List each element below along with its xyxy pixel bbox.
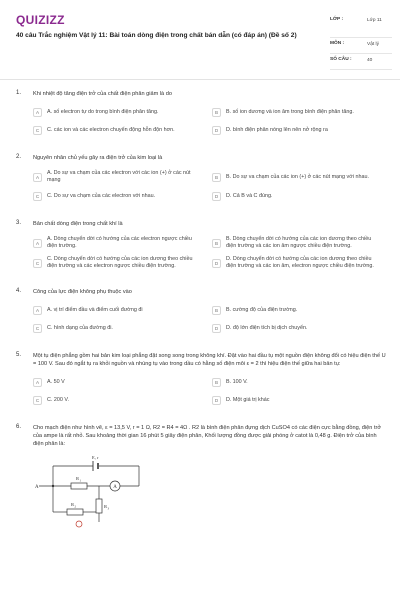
- question-number: 3.: [16, 220, 22, 226]
- question-text: Khi nhiệt độ tăng điện trở của chất điện phân giảm là do: [33, 91, 172, 97]
- class-value: Lớp 11: [367, 18, 382, 23]
- option-letter-box: A: [33, 306, 42, 315]
- option-d[interactable]: [212, 124, 391, 136]
- option-text: B. cường độ của điện trường.: [226, 306, 298, 313]
- option-a[interactable]: [33, 170, 212, 184]
- worksheet-title: 40 câu Trắc nghiệm Vật lý 11: Bài toán dòng điện trong chất bán dẫn (có đáp án) (Đề số 2): [16, 32, 297, 39]
- option-letter-box: C: [33, 192, 42, 201]
- option-text: C. 200 V.: [47, 396, 69, 403]
- option-a[interactable]: [33, 304, 212, 316]
- question-text: Công của lực điện không phụ thuộc vào: [33, 289, 132, 295]
- option-d[interactable]: [212, 322, 391, 334]
- r2-subscript: 2: [74, 504, 76, 509]
- option-d[interactable]: [212, 190, 391, 202]
- option-d[interactable]: [212, 394, 391, 406]
- question-number: 5.: [16, 352, 22, 358]
- option-list: [33, 304, 391, 340]
- question-text: Cho mạch điện như hình vẽ, ε = 13,5 V, r = 1 Ω, R2 = R4 = 4Ω . R2 là bình điện phân đựng dịch CuSO4 có các điện cực bằng đồng, điện trở của ampe là rất nhỏ. Sau khoảng thời gian 16 phút 5 giây điện phân, Khối lượng đồng được giải phóng ở catot là 0,48 g. Điện trở của bình điện phân là:: [33, 425, 382, 447]
- option-text: D. độ lớn điện tích bị dịch chuyển.: [226, 324, 308, 331]
- option-letter-box: D: [212, 126, 221, 135]
- option-letter-box: C: [33, 324, 42, 333]
- option-text: B. Dòng chuyển dời có hướng của các ion dương theo chiều điện trường và các ion âm ngược chiều điện trường.: [226, 236, 372, 249]
- question-4: [0, 288, 400, 340]
- question-2: [0, 154, 400, 208]
- r3-label: R: [104, 504, 108, 509]
- option-letter-box: A: [33, 173, 42, 182]
- question-text: Bản chất dòng điện trong chất khí là: [33, 221, 123, 227]
- class-label: LỚP :: [330, 17, 344, 22]
- option-text: B. 100 V.: [226, 378, 248, 385]
- resistor-r3: [96, 499, 102, 513]
- resistor-r1: [71, 483, 87, 489]
- electrolysis-cell: [76, 521, 82, 527]
- option-c[interactable]: [33, 124, 212, 136]
- option-c[interactable]: [33, 322, 212, 334]
- question-5: [0, 352, 400, 412]
- option-text: B. Do sự va chạm của các ion (+) ở các nút mạng với nhau.: [226, 173, 369, 180]
- option-b[interactable]: [212, 376, 391, 388]
- option-text: D. Một giá trị khác: [226, 396, 270, 403]
- option-b[interactable]: [212, 236, 391, 250]
- option-letter-box: B: [212, 173, 221, 182]
- option-c[interactable]: [33, 394, 212, 406]
- option-letter-box: B: [212, 239, 221, 248]
- question-number: 2.: [16, 154, 22, 160]
- question-text: Nguyên nhân chủ yếu gây ra điện trở của kim loại là: [33, 155, 163, 161]
- option-letter-box: D: [212, 192, 221, 201]
- option-a[interactable]: [33, 376, 212, 388]
- option-d[interactable]: [212, 256, 391, 270]
- option-text: C. Dòng chuyển dời có hướng của các ion dương theo chiều điện trường và các electron ngược chiều điện trường.: [47, 256, 193, 269]
- option-c[interactable]: [33, 256, 212, 270]
- r1-subscript: 1: [79, 478, 81, 483]
- option-letter-box: B: [212, 108, 221, 117]
- option-a[interactable]: [33, 236, 212, 250]
- question-1: [0, 90, 400, 142]
- option-letter-box: D: [212, 324, 221, 333]
- option-text: A. số electron tự do trong bình điện phân tăng.: [47, 108, 159, 115]
- count-value: 40: [367, 58, 373, 63]
- quizizz-logo: QUIZIZZ: [16, 13, 65, 27]
- worksheet-header: [0, 0, 400, 80]
- option-list: [33, 170, 391, 208]
- option-list: [33, 236, 391, 276]
- option-text: A. 50 V: [47, 378, 65, 385]
- node-a-label: A: [35, 485, 39, 490]
- subject-label: MÔN :: [330, 41, 345, 46]
- subject-value: Vật lý: [367, 42, 379, 47]
- circuit-diagram: [33, 454, 163, 529]
- option-text: D. bình điện phân nóng lên nên nở rộng ra: [226, 126, 328, 133]
- option-letter-box: C: [33, 259, 42, 268]
- option-text: A. vị trí điểm đầu và điểm cuối đường đi: [47, 306, 143, 313]
- question-3: [0, 220, 400, 276]
- option-c[interactable]: [33, 190, 212, 202]
- option-text: A. Dòng chuyển dời có hướng của các electron ngược chiều điện trường.: [47, 236, 192, 249]
- option-letter-box: A: [33, 239, 42, 248]
- option-letter-box: D: [212, 259, 221, 268]
- option-letter-box: C: [33, 396, 42, 405]
- option-list: [33, 106, 391, 142]
- r2-label: R: [71, 502, 75, 507]
- option-letter-box: D: [212, 396, 221, 405]
- ammeter-label: A: [113, 485, 117, 490]
- option-letter-box: B: [212, 378, 221, 387]
- option-text: C. các ion và các electron chuyển động hỗn độn hơn.: [47, 126, 175, 133]
- option-text: D. Dòng chuyển dời có hướng của các ion dương theo chiều điện trường và các ion âm, electron ngược chiều điện trường.: [226, 256, 374, 269]
- count-label: SỐ CÂU :: [330, 57, 352, 62]
- meta-subject-row: [330, 38, 392, 54]
- option-text: D. Cả B và C đúng.: [226, 192, 273, 199]
- r3-subscript: 3: [107, 506, 109, 511]
- option-text: C. hình dạng của đường đi.: [47, 324, 113, 331]
- option-a[interactable]: [33, 106, 212, 118]
- meta-count-row: [330, 54, 392, 70]
- question-number: 4.: [16, 288, 22, 294]
- option-letter-box: A: [33, 108, 42, 117]
- option-text: C. Do sự va chạm của các electron với nhau.: [47, 192, 156, 199]
- option-b[interactable]: [212, 304, 391, 316]
- question-6: [0, 424, 400, 531]
- r1-label: R: [76, 476, 80, 481]
- question-text: Một tụ điện phẳng gồm hai bản kim loại phẳng đặt song song trong không khí. Đặt vào hai đầu tụ một nguồn điện không đổi có hiệu điện thế U = 100 V. Sau đó ngắt tụ ra khỏi nguồn và nhúng tụ vào trong dầu có hằng số điện môi ε = 2 thì hiệu điện thế giữa hai bản tụ:: [33, 353, 386, 367]
- option-letter-box: B: [212, 306, 221, 315]
- option-b[interactable]: [212, 170, 391, 184]
- option-list: [33, 376, 391, 412]
- question-number: 1.: [16, 90, 22, 96]
- question-number: 6.: [16, 424, 22, 430]
- option-text: A. Do sự va chạm của các electron với các ion (+) ở các nút mạng: [47, 170, 191, 183]
- option-text: B. số ion dương và ion âm trong bình điện phân tăng.: [226, 108, 354, 115]
- resistor-r2: [67, 509, 83, 515]
- worksheet-meta: [330, 14, 392, 70]
- source-label: E, r: [92, 455, 99, 460]
- meta-class-row: [330, 14, 392, 38]
- question-list: [0, 90, 400, 543]
- option-letter-box: C: [33, 126, 42, 135]
- option-letter-box: A: [33, 378, 42, 387]
- option-b[interactable]: [212, 106, 391, 118]
